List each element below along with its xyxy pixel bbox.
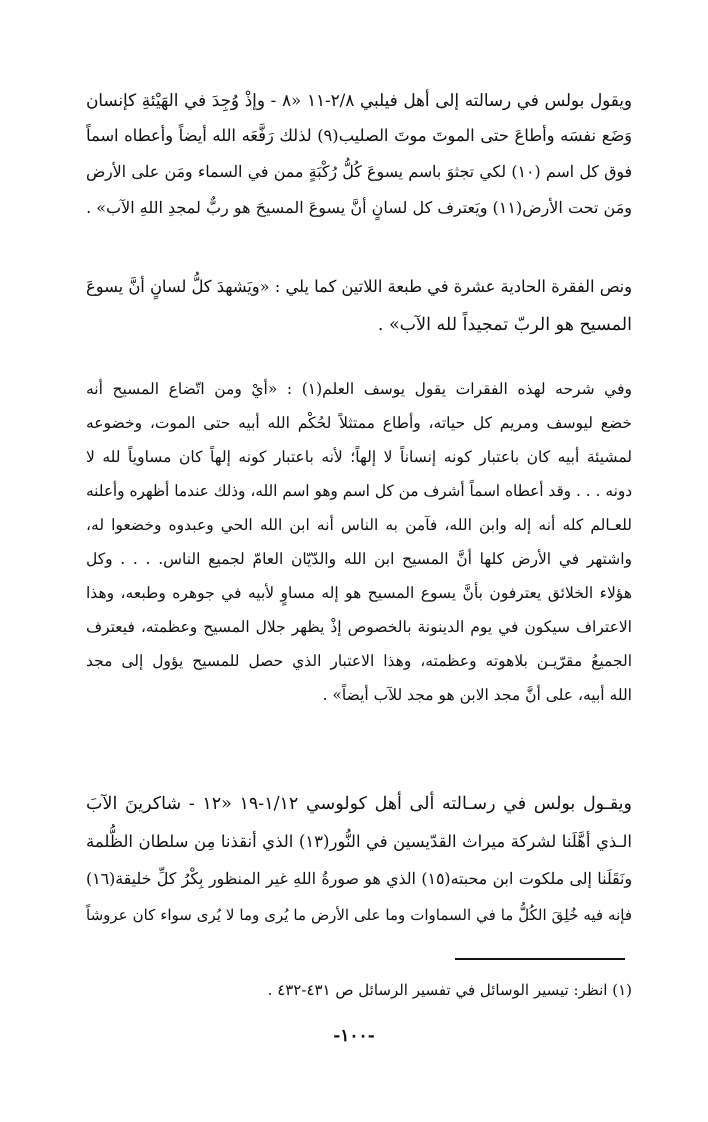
text-line: فوق كل اسم (١٠) لكي تجثوَ باسم يسوعَ كُلُّ رُكْبَةٍ ممن في السماء ومَن على الأرض [86,162,632,181]
text-line: واشتهر في الأرض كلها أنَّ المسيح ابن الله والدّيّان العامّ لجميع الناس. . . . وكل [86,550,632,568]
text-line: لمشيئة أبيه كان باعتبار كونه إنساناً لا إلهاً؛ لأنه باعتبار كونه إلهاً كان مساوياً لله لا [86,448,632,466]
text-line: خضع ليوسف ومريم كل حياته، وأطاع ممتثلاً لحُكْم الله أبيه حتى الموت، وخضوعه [86,414,632,432]
footnote-divider [455,958,625,960]
text-line: الاعتراف سيكون في يوم الدينونة بالخصوص إذْ يظهر جلال المسيح وعظمته، فيعترف [86,618,632,636]
paragraph-commentary [86,372,632,712]
text-line: وَضَع نفسَه وأطاعَ حتى الموتَ موتَ الصليب(٩) لذلك رَفَّعَه الله أيضاً وأعطاه اسماً [86,126,632,145]
text-line: ويقـول بولس في رسـالته ألى أهل كولوسي ١/١٢-١٩ «١٢ - شاكرينَ الآبَ [86,794,632,814]
page-number: -١٠٠- [333,1026,375,1046]
text-line: فإنه فيه خُلِقَ الكُلُّ ما في السماوات وما على الأرض ما يُرى وما لا يُرى سواء كان عروشاً [86,906,632,924]
paragraph-philippians [86,82,632,226]
text-line: ونص الفقرة الحادية عشرة في طبعة اللاتين كما يلي : «ويَشهدَ كلُّ لسانٍ أنَّ يسوعَ [86,277,632,296]
text-line: ويقول بولس في رسالته إلى أهل فيلبي ٢/٨-١١ «٨ - وإذْ وُجِدَ في الهَيْئةِ كإنسان [86,90,632,110]
text-line: هؤلاء الخلائق يعترفون بأنَّ يسوع المسيح هو إله مساوٍ لأبيه في جوهره وطبعه، وهذا [86,584,632,602]
text-line: للعـالم كله أنه إله وابن الله، فآمن به الناس أنه ابن الله الحي وعبدوه وخضعوا له، [86,516,632,534]
text-line: الله أبيه، على أنَّ مجد الابن هو مجد للآب أيضاً» . [322,686,632,704]
text-line: الجميعُ مقرّيـن بلاهوته وعظمته، وهذا الاعتبار الذي حصل للمسيح يؤول إلى مجد [86,652,632,670]
paragraph-latin-edition [86,268,632,344]
text-line: المسيح هو الربّ تمجيداً لله الآب» . [377,315,632,335]
footnote: (١) انظر: تيسير الوسائل في تفسير الرسائل ص ٤٣١-٤٣٢ . [267,981,632,999]
text-line: الـذي أهَّلَنا لشركة ميراث القدّيسين في النُّور(١٣) الذي أنقذنا مِن سلطان الظُّلمة [86,832,632,851]
text-line: دونه . . . وقد أعطاه اسماً أشرف من كل اسم وهو اسم الله، وذلك عندما أظهره وأعلنه [86,482,632,500]
text-line: ومَن تحت الأرض(١١) ويَعترف كل لسانٍ أنَّ يسوعَ المسيحَ هو ربٌّ لمجدِ اللهِ الآب» . [86,198,632,217]
text-line: وفي شرحه لهذه الفقرات يقول يوسف العلم(١) : «أيْ ومن اتّضاع المسيح أنه [86,380,632,398]
paragraph-colossians [86,786,632,934]
text-line: ونَقَلَنا إلى ملكوت ابن محبته(١٥) الذي هو صورةُ اللهِ غير المنظور بِكْرُ كلِّ خليقة(١٦) [86,869,632,888]
